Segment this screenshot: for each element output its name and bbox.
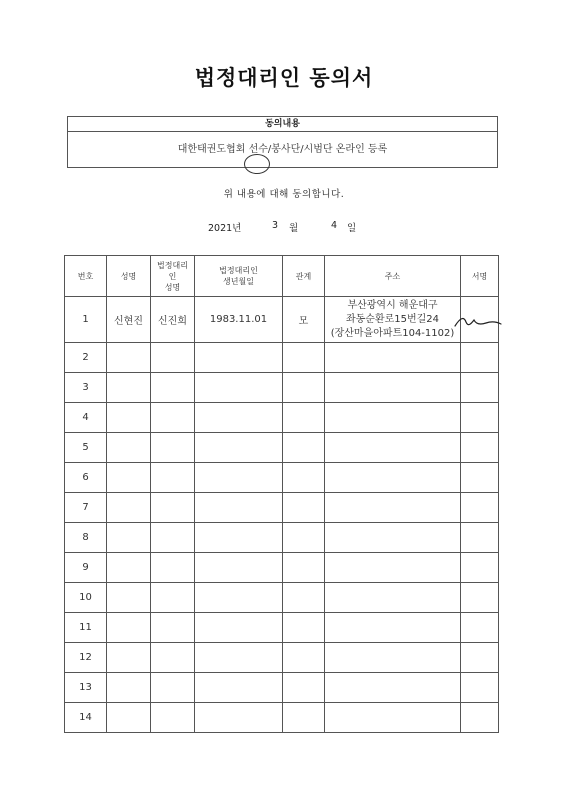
cell-relation: 모 bbox=[283, 297, 325, 343]
cell-signature bbox=[461, 493, 499, 523]
selection-circle bbox=[244, 154, 270, 174]
header-guardian-name-line: 성명 bbox=[164, 282, 181, 292]
cell-name bbox=[107, 583, 151, 613]
cell-signature bbox=[461, 433, 499, 463]
cell-number: 10 bbox=[65, 583, 107, 613]
cell-number: 5 bbox=[65, 433, 107, 463]
cell-guardian-name: 신진희 bbox=[151, 297, 195, 343]
cell-guardian-birth bbox=[195, 463, 283, 493]
cell-number: 4 bbox=[65, 403, 107, 433]
table-row bbox=[65, 643, 499, 673]
cell-number: 7 bbox=[65, 493, 107, 523]
cell-guardian-birth bbox=[195, 403, 283, 433]
date-month-unit: 월 bbox=[289, 223, 299, 234]
table-row bbox=[65, 613, 499, 643]
cell-name bbox=[107, 523, 151, 553]
cell-name bbox=[107, 433, 151, 463]
cell-relation bbox=[283, 703, 325, 733]
cell-address bbox=[325, 553, 461, 583]
cell-guardian-birth bbox=[195, 643, 283, 673]
address-line: 좌동순환로15번길24 bbox=[345, 313, 440, 325]
guardian-table bbox=[64, 255, 499, 733]
consent-selected-option: 선수 bbox=[248, 144, 268, 155]
header-guardian-birth-line: 법정대리인 bbox=[219, 266, 258, 275]
cell-address bbox=[325, 403, 461, 433]
cell-signature bbox=[461, 343, 499, 373]
header-number: 번호 bbox=[65, 256, 107, 297]
header-guardian-birth bbox=[195, 256, 283, 297]
cell-relation bbox=[283, 553, 325, 583]
header-signature: 서명 bbox=[461, 256, 499, 297]
cell-guardian-birth bbox=[195, 703, 283, 733]
document-title: 법정대리인 동의서 bbox=[194, 66, 374, 90]
cell-guardian-birth bbox=[195, 673, 283, 703]
cell-address bbox=[325, 703, 461, 733]
cell-guardian-name bbox=[151, 343, 195, 373]
header-name: 성명 bbox=[107, 256, 151, 297]
cell-address bbox=[325, 673, 461, 703]
header-guardian-name-line: 인 bbox=[168, 271, 177, 281]
cell-address bbox=[325, 463, 461, 493]
cell-address bbox=[325, 297, 461, 343]
consent-org: 대한태권도협회 bbox=[177, 144, 249, 155]
cell-relation bbox=[283, 493, 325, 523]
cell-number: 12 bbox=[65, 643, 107, 673]
cell-signature bbox=[461, 583, 499, 613]
table-row bbox=[65, 703, 499, 733]
cell-guardian-birth bbox=[195, 343, 283, 373]
cell-name bbox=[107, 403, 151, 433]
cell-guardian-birth bbox=[195, 493, 283, 523]
table-row bbox=[65, 403, 499, 433]
cell-guardian-name bbox=[151, 703, 195, 733]
cell-signature bbox=[461, 403, 499, 433]
cell-number: 14 bbox=[65, 703, 107, 733]
date-month: 3 bbox=[272, 220, 279, 231]
cell-guardian-name bbox=[151, 403, 195, 433]
cell-name bbox=[107, 673, 151, 703]
cell-relation bbox=[283, 613, 325, 643]
cell-number: 1 bbox=[65, 297, 107, 343]
cell-number: 11 bbox=[65, 613, 107, 643]
table-row bbox=[65, 463, 499, 493]
cell-guardian-name bbox=[151, 613, 195, 643]
cell-name bbox=[107, 553, 151, 583]
address-line: (장산마을아파트104-1102) bbox=[330, 327, 455, 339]
cell-address bbox=[325, 433, 461, 463]
cell-guardian-name bbox=[151, 673, 195, 703]
header-guardian-birth-line: 생년월일 bbox=[223, 277, 254, 286]
cell-address bbox=[325, 493, 461, 523]
cell-guardian-name bbox=[151, 433, 195, 463]
cell-guardian-birth: 1983.11.01 bbox=[195, 297, 283, 343]
cell-guardian-birth bbox=[195, 613, 283, 643]
consent-header: 동의내용 bbox=[68, 117, 497, 132]
date-day-unit: 일 bbox=[347, 223, 357, 234]
cell-address bbox=[325, 343, 461, 373]
cell-address bbox=[325, 583, 461, 613]
consent-statement: 위 내용에 대해 동의합니다. bbox=[223, 189, 345, 200]
cell-guardian-name bbox=[151, 493, 195, 523]
cell-signature bbox=[461, 553, 499, 583]
consent-text bbox=[68, 132, 497, 168]
cell-relation bbox=[283, 583, 325, 613]
cell-address bbox=[325, 643, 461, 673]
cell-signature bbox=[461, 643, 499, 673]
cell-relation bbox=[283, 343, 325, 373]
header-guardian-name bbox=[151, 256, 195, 297]
header-guardian-name-line: 법정대리 bbox=[157, 260, 188, 270]
cell-relation bbox=[283, 643, 325, 673]
handwritten-signature bbox=[452, 312, 502, 334]
cell-number: 3 bbox=[65, 373, 107, 403]
cell-relation bbox=[283, 403, 325, 433]
cell-number: 6 bbox=[65, 463, 107, 493]
cell-name bbox=[107, 463, 151, 493]
cell-number: 2 bbox=[65, 343, 107, 373]
cell-number: 13 bbox=[65, 673, 107, 703]
cell-name bbox=[107, 493, 151, 523]
cell-signature bbox=[461, 673, 499, 703]
address-line: 부산광역시 해운대구 bbox=[347, 299, 438, 311]
cell-guardian-name bbox=[151, 523, 195, 553]
cell-signature bbox=[461, 463, 499, 493]
cell-signature bbox=[461, 373, 499, 403]
table-row bbox=[65, 583, 499, 613]
cell-name: 신현진 bbox=[107, 297, 151, 343]
cell-number: 8 bbox=[65, 523, 107, 553]
cell-guardian-birth bbox=[195, 523, 283, 553]
cell-guardian-name bbox=[151, 553, 195, 583]
cell-relation bbox=[283, 673, 325, 703]
table-row bbox=[65, 493, 499, 523]
table-row bbox=[65, 297, 499, 343]
cell-guardian-name bbox=[151, 463, 195, 493]
cell-relation bbox=[283, 433, 325, 463]
cell-relation bbox=[283, 373, 325, 403]
table-row bbox=[65, 343, 499, 373]
date-day: 4 bbox=[331, 220, 338, 231]
cell-guardian-name bbox=[151, 643, 195, 673]
cell-signature bbox=[461, 523, 499, 553]
consent-box bbox=[67, 116, 498, 168]
cell-guardian-birth bbox=[195, 553, 283, 583]
cell-address bbox=[325, 523, 461, 553]
cell-name bbox=[107, 613, 151, 643]
cell-relation bbox=[283, 463, 325, 493]
cell-guardian-name bbox=[151, 373, 195, 403]
table-row bbox=[65, 433, 499, 463]
cell-name bbox=[107, 643, 151, 673]
cell-name bbox=[107, 373, 151, 403]
table-header-row bbox=[65, 256, 499, 297]
cell-guardian-name bbox=[151, 583, 195, 613]
header-relation: 관계 bbox=[283, 256, 325, 297]
cell-guardian-birth bbox=[195, 433, 283, 463]
cell-address bbox=[325, 373, 461, 403]
cell-name bbox=[107, 703, 151, 733]
cell-signature bbox=[461, 613, 499, 643]
table-row bbox=[65, 673, 499, 703]
cell-name bbox=[107, 343, 151, 373]
cell-guardian-birth bbox=[195, 583, 283, 613]
consent-other-options: /봉사단/시범단 온라인 등록 bbox=[267, 144, 388, 155]
table-row bbox=[65, 373, 499, 403]
cell-number: 9 bbox=[65, 553, 107, 583]
cell-address bbox=[325, 613, 461, 643]
header-address: 주소 bbox=[325, 256, 461, 297]
cell-relation bbox=[283, 523, 325, 553]
cell-guardian-birth bbox=[195, 373, 283, 403]
table-row bbox=[65, 523, 499, 553]
signature-stroke bbox=[455, 319, 501, 326]
cell-signature bbox=[461, 703, 499, 733]
table-row bbox=[65, 553, 499, 583]
date-year: 2021년 bbox=[208, 223, 242, 234]
